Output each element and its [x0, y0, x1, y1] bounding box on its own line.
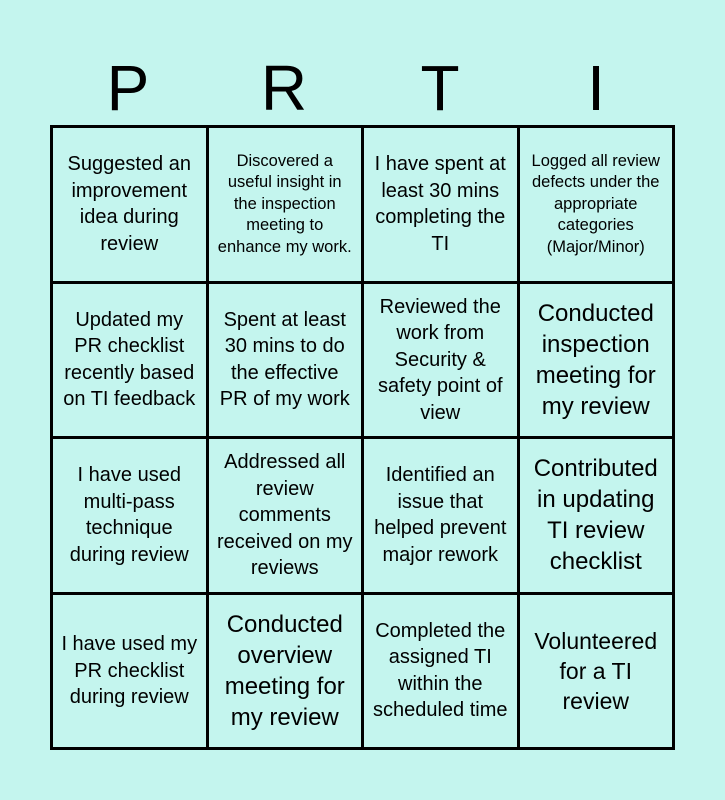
bingo-cell[interactable] — [520, 439, 673, 592]
bingo-cell[interactable] — [520, 284, 673, 437]
cell-text: Discovered a useful insight in the inspection meeting to enhance my work. — [217, 151, 352, 256]
bingo-cell[interactable] — [53, 595, 206, 748]
bingo-cell[interactable] — [520, 128, 673, 281]
cell-text: Addressed all review comments received on my reviews — [216, 451, 353, 579]
cell-text: I have spent at least 30 mins completing the TI — [374, 153, 506, 255]
cell-text: Suggested an improvement idea during review — [67, 153, 191, 255]
bingo-cell[interactable] — [53, 128, 206, 281]
cell-text: Identified an issue that helped prevent major rework — [374, 464, 507, 566]
cell-text: I have used my PR checklist during review — [61, 633, 198, 708]
header-letter-i: I — [587, 52, 605, 124]
bingo-header — [50, 52, 675, 124]
cell-text: Spent at least 30 mins to do the effective PR of my work — [219, 308, 350, 411]
cell-text: Conducted overview meeting for my review — [224, 610, 345, 731]
cell-text: Contributed in updating TI review checklist — [533, 455, 658, 576]
bingo-cell[interactable] — [364, 284, 517, 437]
bingo-cell[interactable] — [364, 439, 517, 592]
bingo-cell[interactable] — [209, 128, 362, 281]
bingo-cell[interactable] — [209, 439, 362, 592]
header-letter-t: T — [420, 52, 460, 124]
bingo-grid — [50, 125, 675, 750]
cell-text: Conducted inspection meeting for my review — [535, 299, 656, 420]
header-letter-p: P — [106, 52, 150, 124]
cell-text: Logged all review defects under the appropriate categories (Major/Minor) — [531, 151, 660, 256]
bingo-cell[interactable] — [53, 284, 206, 437]
bingo-cell[interactable] — [520, 595, 673, 748]
bingo-cell[interactable] — [209, 284, 362, 437]
header-letter-r: R — [260, 52, 308, 124]
bingo-cell[interactable] — [364, 595, 517, 748]
cell-text: Updated my PR checklist recently based on TI feedback — [63, 308, 196, 411]
cell-text: Reviewed the work from Security & safety point of view — [377, 295, 503, 424]
bingo-cell[interactable] — [53, 439, 206, 592]
cell-text: Volunteered for a TI review — [534, 627, 658, 714]
cell-text: Completed the assigned TI within the scheduled time — [372, 619, 508, 722]
cell-text: I have used multi-pass technique during review — [69, 464, 189, 566]
bingo-cell[interactable] — [209, 595, 362, 748]
bingo-cell[interactable] — [364, 128, 517, 281]
